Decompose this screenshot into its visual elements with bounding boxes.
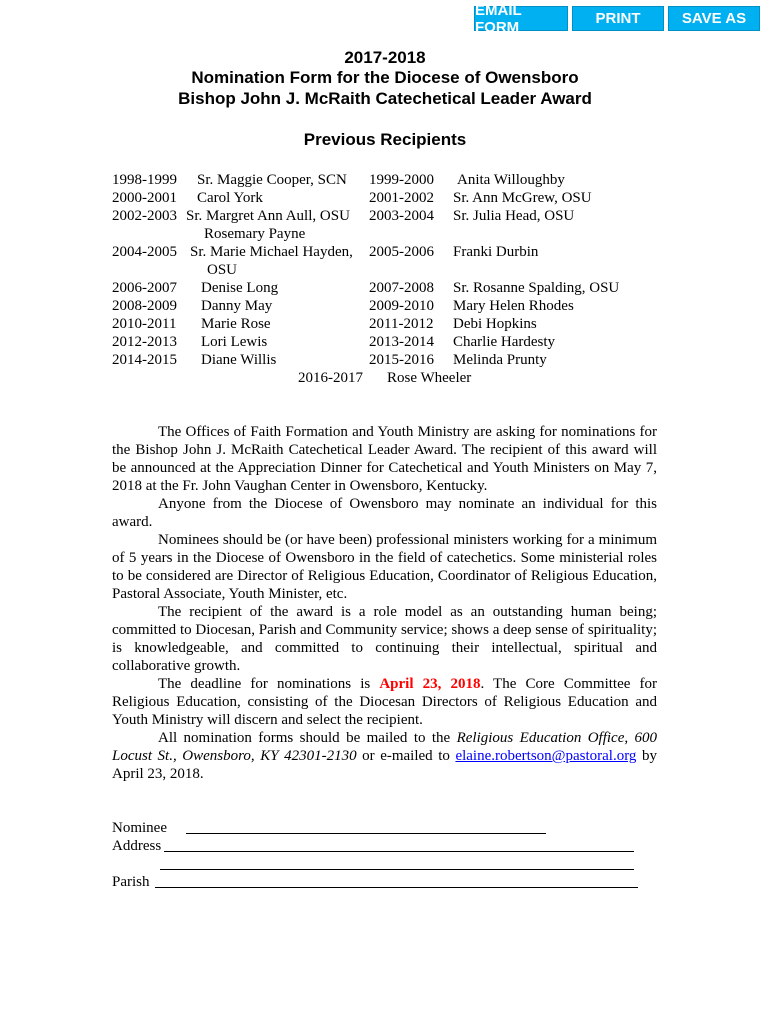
- recipient-name: Sr. Ann McGrew, OSU: [453, 190, 592, 206]
- parish-label: Parish: [112, 874, 150, 890]
- recipient-name: OSU: [207, 262, 238, 278]
- paragraph-text: by April 23, 2018.: [112, 748, 657, 782]
- recipient-year: 2001-2002: [369, 190, 434, 206]
- recipient-name: Diane Willis: [201, 352, 277, 368]
- recipient-name: Anita Willoughby: [457, 172, 565, 188]
- parish-field[interactable]: [155, 887, 638, 888]
- recipient-name: Carol York: [197, 190, 263, 206]
- recipient-year: 2000-2001: [112, 190, 177, 206]
- recipient-name: Sr. Margret Ann Aull, OSU: [186, 208, 350, 224]
- recipient-year: 2008-2009: [112, 298, 177, 314]
- recipient-name: Franki Durbin: [453, 244, 539, 260]
- recipient-name: Charlie Hardesty: [453, 334, 556, 350]
- email-form-button[interactable]: EMAIL FORM: [474, 6, 568, 31]
- recipient-name: Lori Lewis: [201, 334, 268, 350]
- paragraph-text: or e-mailed to: [356, 748, 456, 764]
- recipient-year: 2010-2011: [112, 316, 177, 332]
- recipient-year: 2015-2016: [369, 352, 434, 368]
- form-title: Nomination Form for the Diocese of Owensboro: [191, 68, 579, 87]
- body-text: [112, 423, 657, 783]
- paragraph: The Offices of Faith Formation and Youth Ministry are asking for nominations for the Bishop John J. McRaith Catechetical Leader Award. The recipient of this award will be announced at the Appreciation Dinner for Catechetical and Youth Ministers on May 7, 2018 at the Fr. John Vaughan Center in Owensboro, Kentucky.: [112, 424, 657, 494]
- award-title: Bishop John J. McRaith Catechetical Leader Award: [178, 89, 592, 108]
- mailing-address: Religious Education Office, 600 Locust St., Owensboro, KY 42301-2130: [112, 730, 658, 764]
- recipient-year: 2009-2010: [369, 298, 434, 314]
- recipient-year: 2005-2006: [369, 244, 434, 260]
- recipient-name: Sr. Maggie Cooper, SCN: [197, 172, 347, 188]
- recipient-year: 2003-2004: [369, 208, 434, 224]
- recipient-year: 2002-2003: [112, 208, 177, 224]
- paragraph: [112, 729, 657, 783]
- email-link[interactable]: elaine.robertson@pastoral.org: [455, 748, 637, 764]
- paragraph-text: All nomination forms should be mailed to the: [158, 730, 457, 746]
- recipient-year: 2012-2013: [112, 334, 177, 350]
- toolbar: [474, 1, 760, 36]
- recipient-name: Marie Rose: [201, 316, 271, 332]
- address-label: Address: [112, 838, 162, 854]
- recipient-year: 1998-1999: [112, 172, 177, 188]
- recipient-year: 2007-2008: [369, 280, 434, 296]
- recipient-year: 2013-2014: [369, 334, 434, 350]
- print-button[interactable]: PRINT: [572, 6, 664, 31]
- recipient-year: 1999-2000: [369, 172, 434, 188]
- address-field[interactable]: [164, 851, 634, 852]
- recipient-year: 2004-2005: [112, 244, 177, 260]
- recipient-name: Sr. Marie Michael Hayden,: [190, 244, 353, 260]
- save-as-button[interactable]: SAVE AS: [668, 6, 760, 31]
- recipient-name: Denise Long: [201, 280, 279, 296]
- recipient-name: Danny May: [201, 298, 273, 314]
- recipient-year: 2014-2015: [112, 352, 177, 368]
- paragraph: [112, 675, 657, 729]
- nominee-label: Nominee: [112, 820, 167, 836]
- deadline-date: April 23, 2018: [379, 676, 481, 692]
- recipient-year: 2016-2017: [298, 370, 363, 386]
- recipient-year: 2011-2012: [369, 316, 434, 332]
- recipient-name: Mary Helen Rhodes: [453, 298, 574, 314]
- paragraph-text: The deadline for nominations is: [158, 676, 380, 692]
- paragraph: Anyone from the Diocese of Owensboro may nominate an individual for this award.: [112, 496, 657, 530]
- recipient-name: Sr. Rosanne Spalding, OSU: [453, 280, 620, 296]
- recipient-name: Rose Wheeler: [387, 370, 472, 386]
- paragraph: Nominees should be (or have been) professional ministers working for a minimum of 5 years in the Diocese of Owensboro in the field of catechetics. Some ministerial roles to be considered are Director of Religious Education, Coordinator of Religious Education, Pastoral Associate, Youth Minister, etc.: [112, 532, 657, 602]
- recipient-name: Melinda Prunty: [453, 352, 547, 368]
- nominee-field[interactable]: [186, 833, 546, 834]
- form-year: 2017-2018: [344, 48, 426, 67]
- address-field-line-2[interactable]: [160, 869, 634, 870]
- paragraph: The recipient of the award is a role model as an outstanding human being; committed to Diocesan, Parish and Community service; shows a deep sense of spirituality; is knowledgeable, and committed to continuing their intellectual, spiritual and collaborative growth.: [112, 604, 657, 674]
- recipient-name: Rosemary Payne: [204, 226, 306, 242]
- recipient-year: 2006-2007: [112, 280, 177, 296]
- recipient-name: Debi Hopkins: [453, 316, 537, 332]
- previous-recipients-heading: Previous Recipients: [303, 130, 467, 149]
- paragraph-text: . The Core Committee for Religious Education, consisting of the Diocesan Directors of Religious Education and Youth Ministry will discern and select the recipient.: [112, 676, 657, 728]
- recipient-name: Sr. Julia Head, OSU: [453, 208, 575, 224]
